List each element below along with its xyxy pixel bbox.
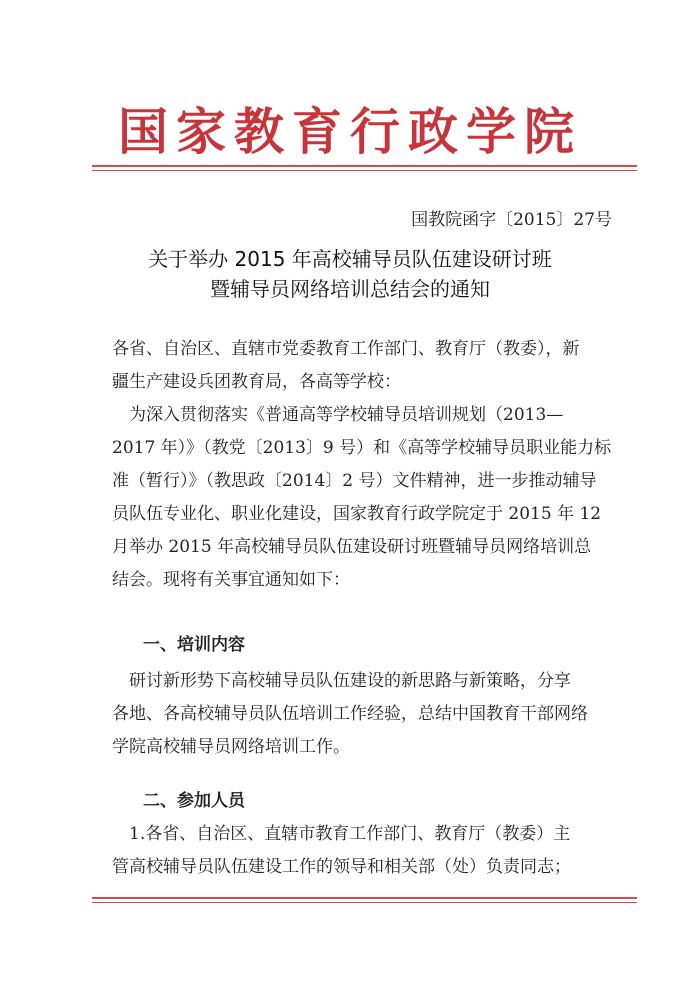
section-1-line: 各地、各高校辅导员队伍培训工作经验，总结中国教育干部网络 (112, 704, 588, 724)
document-title-line-2: 暨辅导员网络培训总结会的通知 (210, 277, 490, 301)
addressee-line: 疆生产建设兵团教育局，各高等学校： (112, 372, 401, 392)
section-2-line: 管高校辅导员队伍建设工作的领导和相关部（处）负责同志； (112, 857, 571, 877)
section-2-paragraph (112, 818, 602, 884)
document-number: 国教院函字〔2015〕27号 (411, 210, 612, 230)
addressee-paragraph (112, 333, 602, 399)
intro-line: 结会。现将有关事宜通知如下： (112, 570, 350, 590)
section-2-heading: 二、参加人员 (143, 791, 245, 811)
section-1-line: 研讨新形势下高校辅导员队伍建设的新思路与新策略，分享 (112, 671, 571, 691)
document-title-line-1: 关于举办 2015 年高校辅导员队伍建设研讨班 (148, 247, 552, 271)
intro-line: 2017 年）》（教党〔2013〕9 号）和《高等学校辅导员职业能力标 (112, 438, 612, 458)
section-1-line: 学院高校辅导员网络培训工作。 (112, 737, 350, 757)
letterhead-rule-thick (92, 165, 637, 167)
footer-rule-thin (92, 902, 637, 903)
letterhead-rule-thin (92, 170, 637, 171)
intro-paragraph (112, 399, 612, 597)
footer-rule-thick (92, 897, 637, 899)
intro-line: 员队伍专业化、职业化建设，国家教育行政学院定于 2015 年 12 (112, 504, 602, 524)
section-1-paragraph (112, 665, 602, 764)
intro-line: 为深入贯彻落实《普通高等学校辅导员培训规划（2013— (112, 405, 564, 425)
section-1-heading: 一、培训内容 (143, 635, 245, 655)
intro-line: 准（暂行）》（教思政〔2014〕2 号）文件精神，进一步推动辅导 (112, 471, 597, 491)
intro-line: 月举办 2015 年高校辅导员队伍建设研讨班暨辅导员网络培训总 (112, 537, 592, 557)
letterhead-org-name: 国家教育行政学院 (118, 102, 582, 161)
section-2-line: 1.各省、自治区、直辖市教育工作部门、教育厅（教委）主 (112, 824, 571, 844)
addressee-line: 各省、自治区、直辖市党委教育工作部门、教育厅（教委），新 (112, 339, 580, 359)
